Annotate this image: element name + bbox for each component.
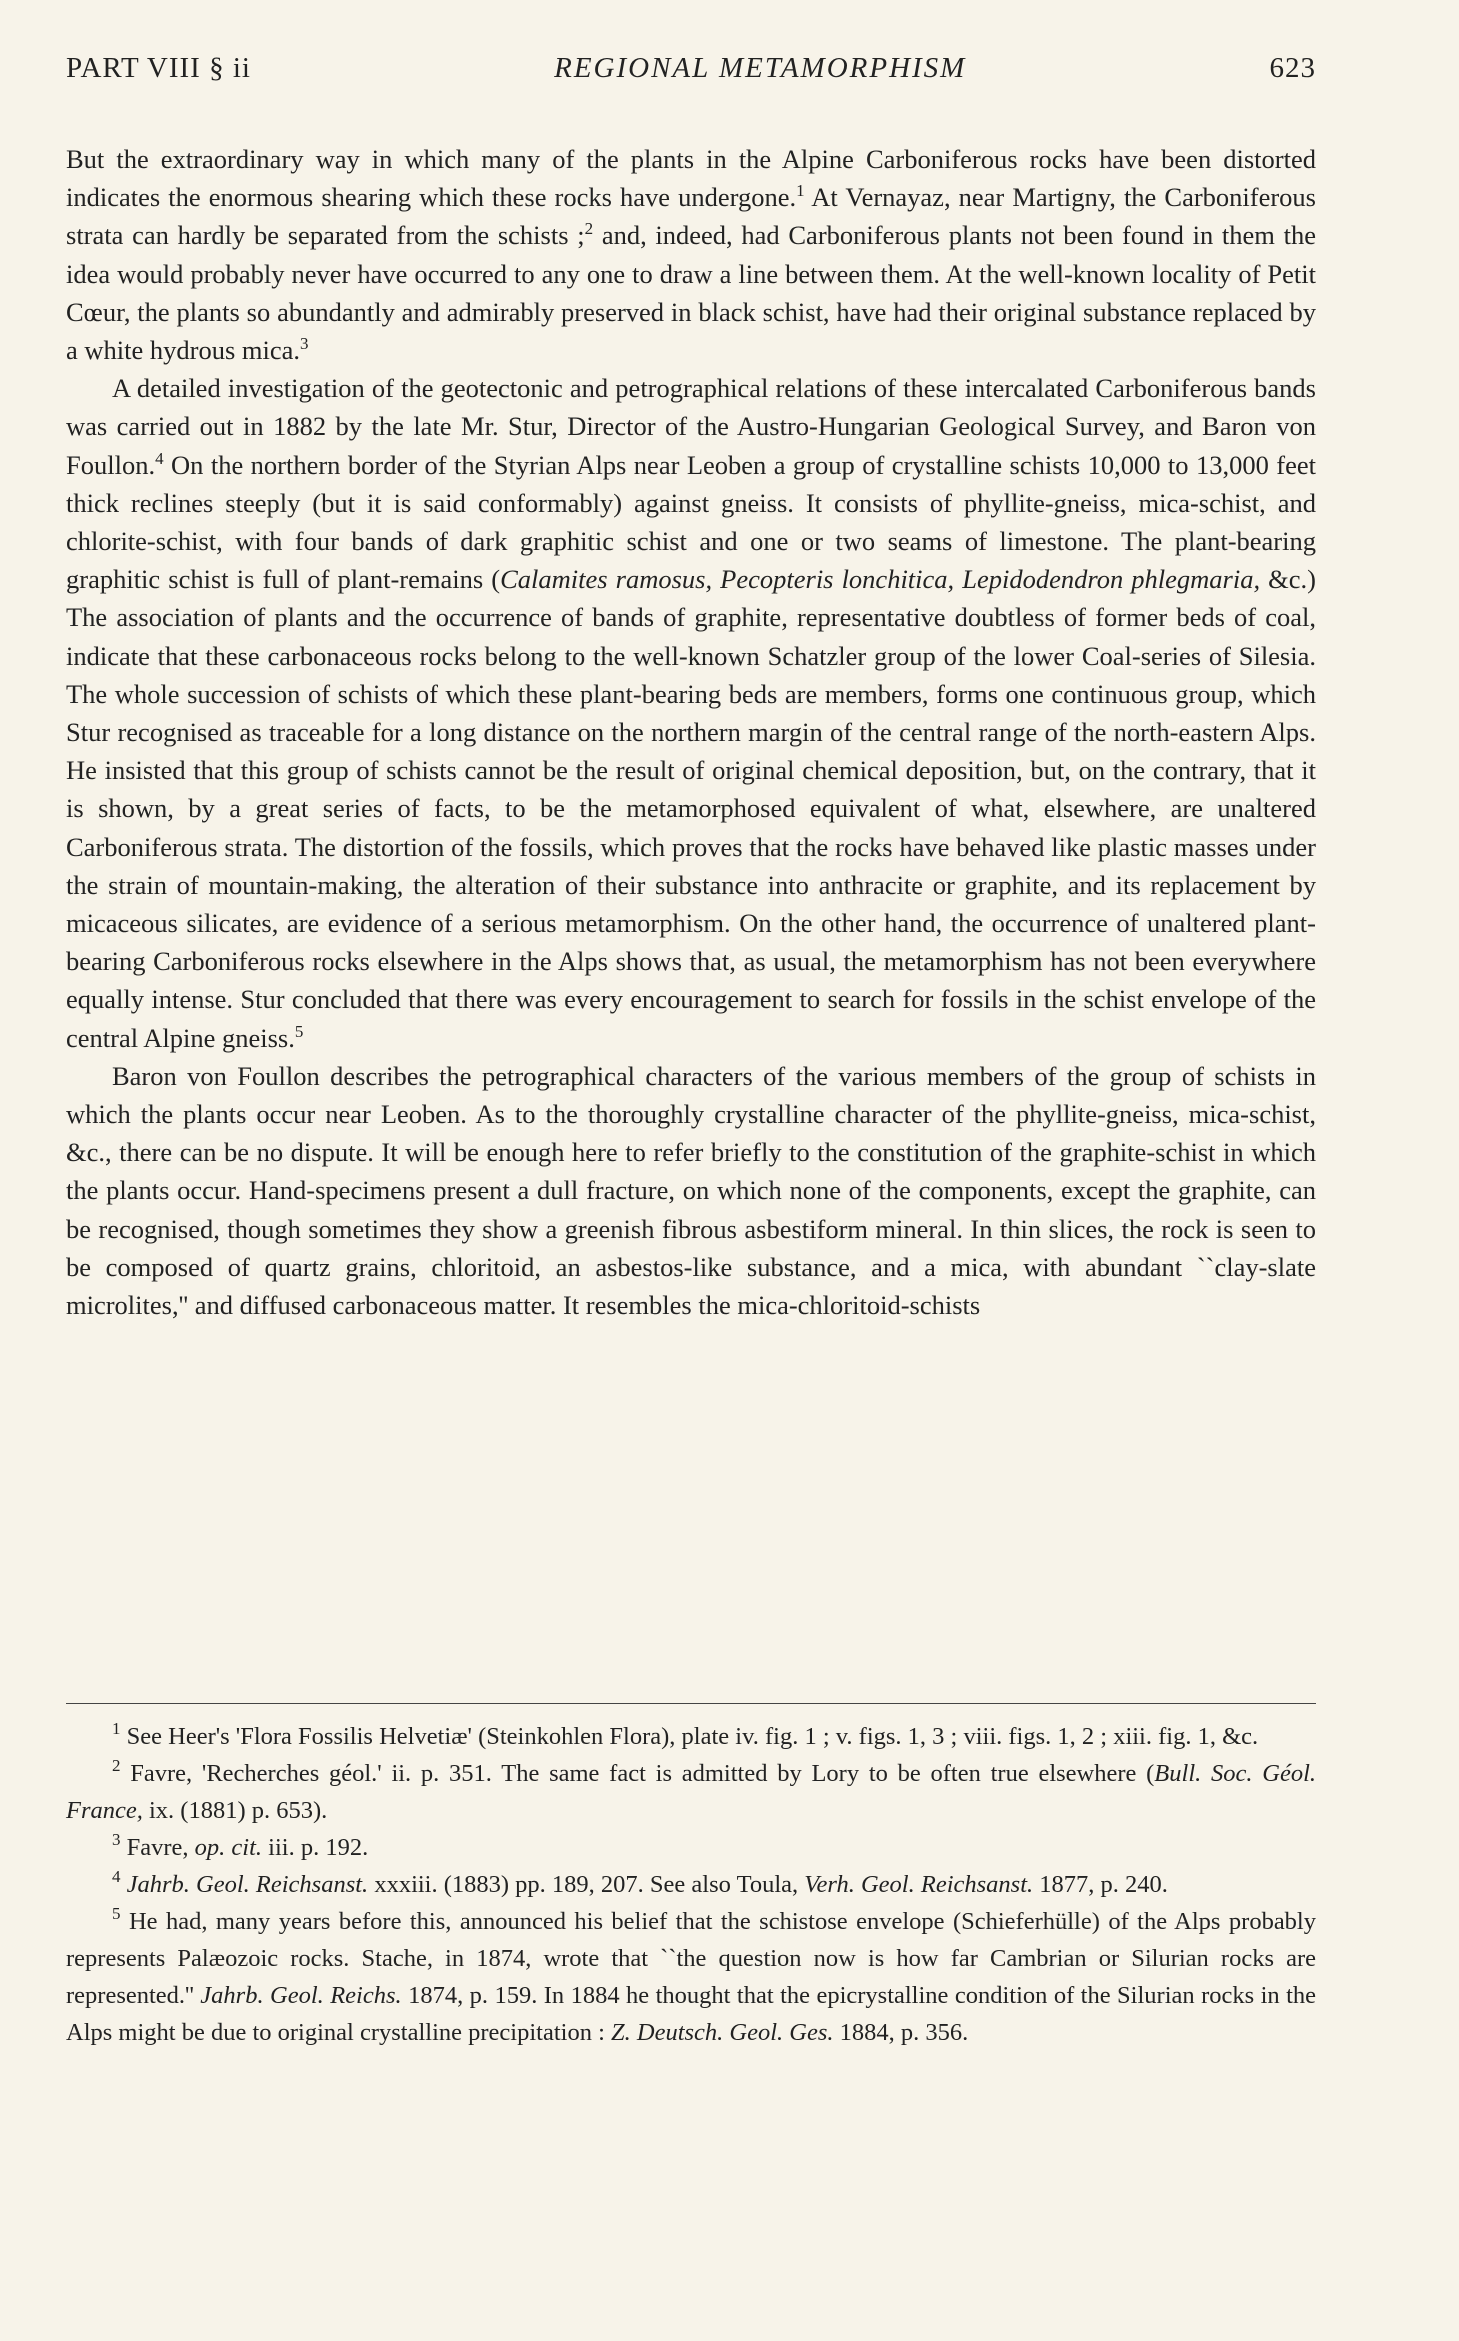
running-head bbox=[66, 52, 1316, 92]
footnote-2: $^2$ Favre, 'Recherches géol.' ii. p. 351. The same fact is admitted by Lory to be often true elsewhere (Bull. Soc. Géol. France, ix. (1881) p. 653). bbox=[66, 1755, 1316, 1824]
footnote-ref-3: 3 bbox=[300, 333, 309, 353]
body-text bbox=[66, 140, 1316, 1324]
footnote-5: $^5$ He had, many years before this, announced his belief that the schistose envelope (Schieferhülle) of the Alps probably represents Palæozoic rocks. Stache, in 1874, wrote that ``the question now is how far Cambrian or Silurian rocks are represented.'' Jahrb. Geol. Reichs. 1874, p. 159. In 1884 he thought that the epicrystalline condition of the Silurian rocks in the Alps might be due to original crystalline precipitation : Z. Deutsch. Geol. Ges. 1884, p. 356. bbox=[66, 1903, 1316, 2046]
species-list: Calamites ramosus, Pecopteris lonchitica, Lepidodendron phlegmaria, bbox=[500, 564, 1261, 595]
paragraph-3: Baron von Foullon describes the petrographical characters of the various members of the group of schists in which the plants occur near Leoben. As to the thoroughly crystalline character of the phyllite-gneiss, mica-schist, &c., there can be no dispute. It will be enough here to refer briefly to the constitution of the graphite-schist in which the plants occur. Hand-specimens present a dull fracture, on which none of the components, except the graphite, can be recognised, though sometimes they show a greenish fibrous asbestiform mineral. In thin slices, the rock is seen to be composed of quartz grains, chloritoid, an asbestos-like substance, and a mica, with abundant ``clay-slate microlites,'' and diffused carbonaceous matter. It resembles the mica-chloritoid-schists bbox=[66, 1060, 1316, 1321]
footnote-ref-2: 2 bbox=[584, 219, 594, 239]
footnote-ref-5: 5 bbox=[294, 1021, 304, 1041]
paragraph-1: But the extraordinary way in which many of the plants in the Alpine Carboniferous rocks have been distorted indicates the enormous shearing which these rocks have undergone.$^1$ At Vernayaz, near Martigny, the Carboniferous strata can hardly be separated from the schists ;$^2$ and, indeed, had Carboniferous plants not been found in them the idea would probably never have occurred to any one to draw a line between them. At the well-known locality of Petit Cœur, the plants so abundantly and admirably preserved in black schist, have had their original substance replaced by a white hydrous mica.$^3$ bbox=[66, 144, 1316, 366]
footnote-ref-1: 1 bbox=[796, 181, 805, 201]
paragraph-2: A detailed investigation of the geotectonic and petrographical relations of these intercalated Carboniferous bands was carried out in 1882 by the late Mr. Stur, Director of the Austro-Hungarian Geological Survey, and Baron von Foullon.$^4$ On the northern border of the Styrian Alps near Leoben a group of crystalline schists 10,000 to 13,000 feet thick reclines steeply (but it is said conformably) against gneiss. It consists of phyllite-gneiss, mica-schist, and chlorite-schist, with four bands of dark graphitic schist and one or two seams of limestone. The plant-bearing graphitic schist is full of plant-remains (Calamites ramosus, Pecopteris lonchitica, Lepidodendron phlegmaria, &c.) The association of plants and the occurrence of bands of graphite, representative doubtless of former beds of coal, indicate that these carbonaceous rocks belong to the well-known Schatzler group of the lower Coal-series of Silesia. The whole succession of schists of which these plant-bearing beds are members, forms one continuous group, which Stur recognised as traceable for a long distance on the northern margin of the central range of the north-eastern Alps. He insisted that this group of schists cannot be the result of original chemical deposition, but, on the contrary, that it is shown, by a great series of facts, to be the metamorphosed equivalent of what, elsewhere, are unaltered Carboniferous strata. The distortion of the fossils, which proves that the rocks have behaved like plastic masses under the strain of mountain-making, the alteration of their substance into anthracite or graphite, and its replacement by micaceous silicates, are evidence of a serious metamorphism. On the other hand, the occurrence of unaltered plant-bearing Carboniferous rocks elsewhere in the Alps shows that, as usual, the metamorphism has not been everywhere equally intense. Stur concluded that there was every encouragement to search for fossils in the schist envelope of the central Alpine gneiss.$^5$ bbox=[66, 373, 1316, 1053]
footnote-4: $^4$ Jahrb. Geol. Reichsanst. xxxiii. (1883) pp. 189, 207. See also Toula, Verh. Geol. Reichsanst. 1877, p. 240. bbox=[112, 1866, 1168, 1898]
footnote-3: $^3$ Favre, op. cit. iii. p. 192. bbox=[112, 1829, 369, 1861]
footnote-ref-4: 4 bbox=[155, 448, 164, 468]
chapter-title: REGIONAL METAMORPHISM bbox=[554, 52, 967, 84]
footnote-1: $^1$ See Heer's 'Flora Fossilis Helvetiæ' (Steinkohlen Flora), plate iv. fig. 1 ; v. figs. 1, 3 ; viii. figs. 1, 2 ; xiii. fig. 1, &c. bbox=[112, 1718, 1259, 1750]
footnotes bbox=[66, 1718, 1316, 2051]
footnote-rule bbox=[66, 1703, 1316, 1704]
page-number: 623 bbox=[1269, 52, 1316, 84]
part-section-label: PART VIII § ii bbox=[66, 52, 251, 84]
